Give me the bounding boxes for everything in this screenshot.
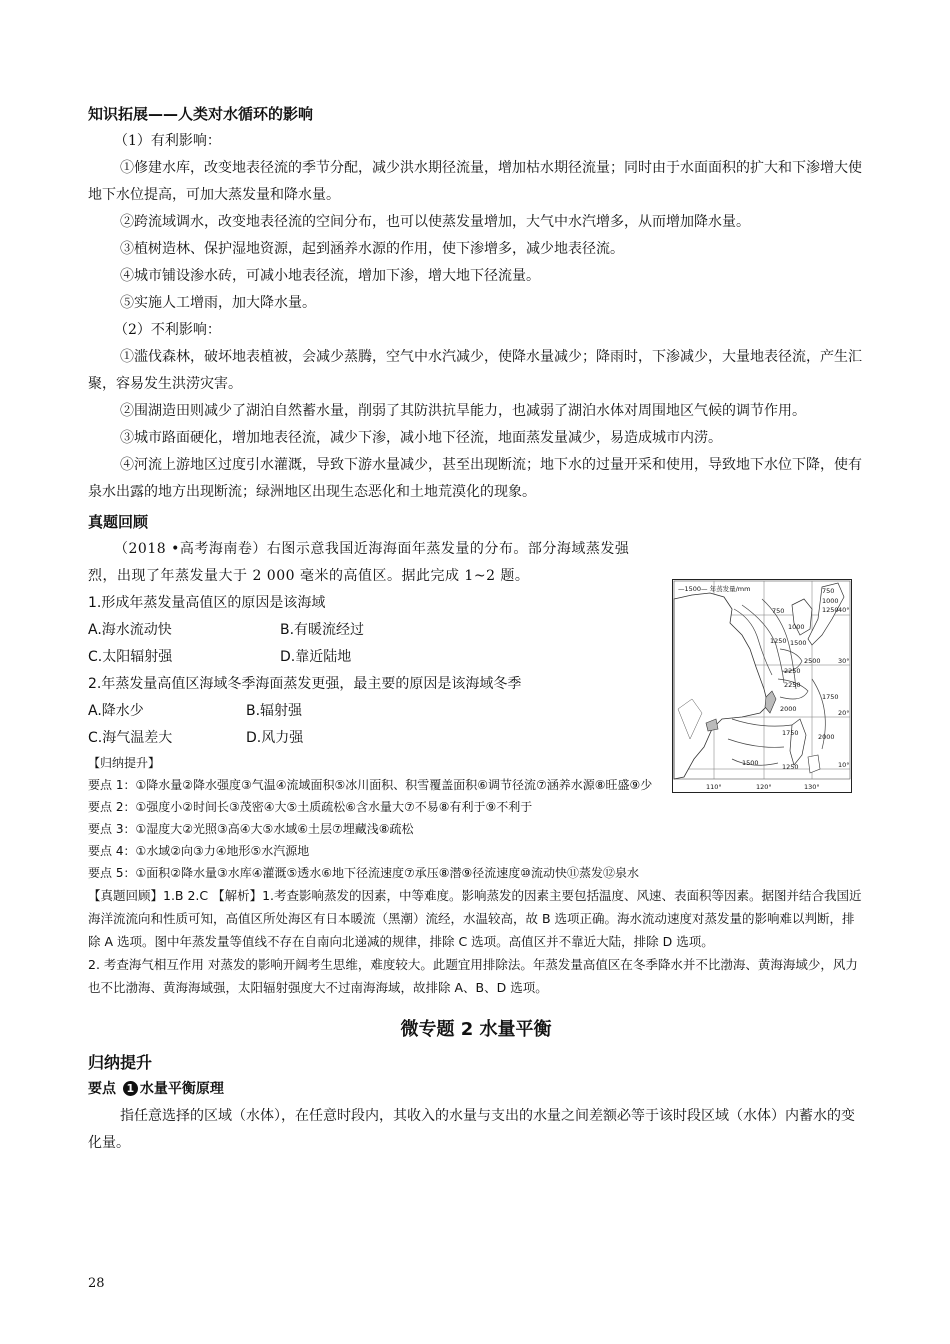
isoline-label: 2000 xyxy=(818,733,835,741)
unfavorable-item: ③城市路面硬化，增加地表径流，减少下渗，减小地下径流，地面蒸发量减少，易造成城市内涝。 xyxy=(120,430,722,446)
isoline-label: 750 xyxy=(822,587,835,595)
option: A.海水流动快 xyxy=(88,622,172,638)
isoline-label: 2250 xyxy=(784,681,801,689)
question-intro: （2018 •高考海南卷）右图示意我国近海海面年蒸发量的分布。部分海域蒸发强烈，出现了年蒸发量大于 2 000 毫米的高值区。据此完成 1~2 题。 xyxy=(88,541,630,584)
question-2-options xyxy=(88,698,656,725)
answer-explanation-2: 2. 考查海气相互作用 对蒸发的影响开阔考生思维，难度较大。此题宜用排除法。年蒸发量高值区在冬季降水并不比渤海、黄海海域少，风力也不比渤海、黄海海域强，太阳辐射强度大不过南海海域，故排除 A、B、D 选项。 xyxy=(88,957,858,995)
water-balance-definition: 指任意选择的区域（水体），在任意时段内，其收入的水量与支出的水量之间差额必等于该时段区域（水体）内蓄水的变化量。 xyxy=(88,1108,855,1151)
option: A.降水少 xyxy=(88,703,144,719)
unfavorable-item: ④河流上游地区过度引水灌溉，导致下游水量减少，甚至出现断流；地下水的过量开采和使用，导致地下水位下降，使有泉水出露的地方出现断流；绿洲地区出现生态恶化和土地荒漠化的现象。 xyxy=(88,457,862,500)
unfavorable-heading: （2）不利影响： xyxy=(114,322,221,338)
section-title-knowledge: 知识拓展——人类对水循环的影响 xyxy=(88,105,314,123)
favorable-item: ②跨流域调水，改变地表径流的空间分布，也可以使蒸发量增加，大气中水汽增多，从而增加降水量。 xyxy=(120,214,750,230)
question-1: 1.形成年蒸发量高值区的原因是该海域 xyxy=(88,595,326,611)
question-1-options xyxy=(88,617,656,644)
favorable-item: ①修建水库，改变地表径流的季节分配，减少洪水期径流量，增加枯水期径流量；同时由于水面面积的扩大和下渗增大使地下水位提高，可加大蒸发量和降水量。 xyxy=(88,160,862,203)
summary-point: 要点 5：①面积②降水量③水库④灌溉⑤透水⑥地下径流速度⑦承压⑧潜⑨径流速度⑩流动快⑪蒸发⑫泉水 xyxy=(88,866,640,880)
page-number: 28 xyxy=(88,1276,105,1291)
section-title-review: 真题回顾 xyxy=(88,513,149,531)
favorable-item: ⑤实施人工增雨，加大降水量。 xyxy=(120,295,316,311)
isoline-label: 1000 xyxy=(788,623,805,631)
option: C.海气温差大 xyxy=(88,730,173,746)
longitude-label: 130° xyxy=(804,783,820,791)
isoline-label: 750 xyxy=(772,607,785,615)
question-1-options xyxy=(88,644,656,671)
option: B.有暖流经过 xyxy=(280,622,365,638)
option: D.靠近陆地 xyxy=(280,649,352,665)
key-point-number: 1 xyxy=(123,1081,138,1096)
favorable-heading: （1）有利影响： xyxy=(114,133,221,149)
summary-point: 要点 2：①强度小②时间长③茂密④大⑤土质疏松⑥含水量大⑦不易⑧有利于⑨不利于 xyxy=(88,800,533,814)
summary-heading: 【归纳提升】 xyxy=(88,756,161,770)
isoline-label: 2250 xyxy=(784,667,801,675)
isoline-label: 1500 xyxy=(790,639,807,647)
summary-point: 要点 1：①降水量②降水强度③气温④流域面积⑤冰川面积、积雪覆盖面积⑥调节径流⑦涵养水源⑧旺盛⑨少 xyxy=(88,778,653,792)
micro-topic-title: 微专题 2 水量平衡 xyxy=(400,1019,552,1040)
isoline-label: 1250 xyxy=(770,637,787,645)
option: B.辐射强 xyxy=(246,703,303,719)
favorable-item: ③植树造林、保护湿地资源，起到涵养水源的作用，使下渗增多，减少地表径流。 xyxy=(120,241,624,257)
summary-subheading: 归纳提升 xyxy=(88,1053,153,1072)
latitude-label: 30° xyxy=(838,657,850,665)
isoline-label: 2500 xyxy=(804,657,821,665)
longitude-label: 120° xyxy=(756,783,772,791)
question-2: 2.年蒸发量高值区海域冬季海面蒸发更强，最主要的原因是该海域冬季 xyxy=(88,676,522,692)
isoline-label: 1500 xyxy=(742,759,759,767)
summary-point: 要点 3：①湿度大②光照③高④大⑤水域⑥土层⑦埋藏浅⑧疏松 xyxy=(88,822,414,836)
longitude-label: 110° xyxy=(706,783,722,791)
unfavorable-item: ①滥伐森林，破坏地表植被，会减少蒸腾，空气中水汽减少，使降水量减少；降雨时，下渗减少，大量地表径流，产生汇聚，容易发生洪涝灾害。 xyxy=(88,349,862,392)
key-point-heading xyxy=(88,1079,864,1099)
summary-point: 要点 4：①水域②向③力④地形⑤水汽源地 xyxy=(88,844,310,858)
key-point-prefix: 要点 xyxy=(88,1081,116,1097)
isoline-label: 1750 xyxy=(822,693,839,701)
isoline-label: 2000 xyxy=(780,705,797,713)
evaporation-map xyxy=(672,579,852,793)
answer-explanation-1: 【真题回顾】1.B 2.C 【解析】1.考查影响蒸发的因素，中等难度。影响蒸发的因素主要包括温度、风速、表面积等因素。据图并结合我国近海洋流流向和性质可知，高值区所处海区有日本暖流（黑潮）流经，水温较高，故 B 选项正确。海水流动速度对蒸发量的影响难以判断，排除 A 选项。图中年蒸发量等值线不存在自南向北递减的规律，排除 C 选项。高值区并不靠近大陆，排除 D 选项。 xyxy=(88,888,862,949)
option: D.风力强 xyxy=(246,730,304,746)
isoline-label: 1250 xyxy=(822,606,839,614)
unfavorable-item: ②围湖造田则减少了湖泊自然蓄水量，削弱了其防洪抗旱能力，也减弱了湖泊水体对周围地区气候的调节作用。 xyxy=(120,403,806,419)
isoline-label: 1000 xyxy=(822,597,839,605)
isoline-label: 1750 xyxy=(782,729,799,737)
latitude-label: 20° xyxy=(838,709,850,717)
question-2-options xyxy=(88,725,656,752)
favorable-item: ④城市铺设渗水砖，可减小地表径流，增加下渗，增大地下径流量。 xyxy=(120,268,540,284)
map-legend: —1500— 年蒸发量/mm xyxy=(678,585,751,593)
key-point-title: 水量平衡原理 xyxy=(139,1081,224,1097)
isoline-label: 1250 xyxy=(782,763,799,771)
latitude-label: 40° xyxy=(838,606,850,614)
option: C.太阳辐射强 xyxy=(88,649,173,665)
latitude-label: 10° xyxy=(838,761,850,769)
